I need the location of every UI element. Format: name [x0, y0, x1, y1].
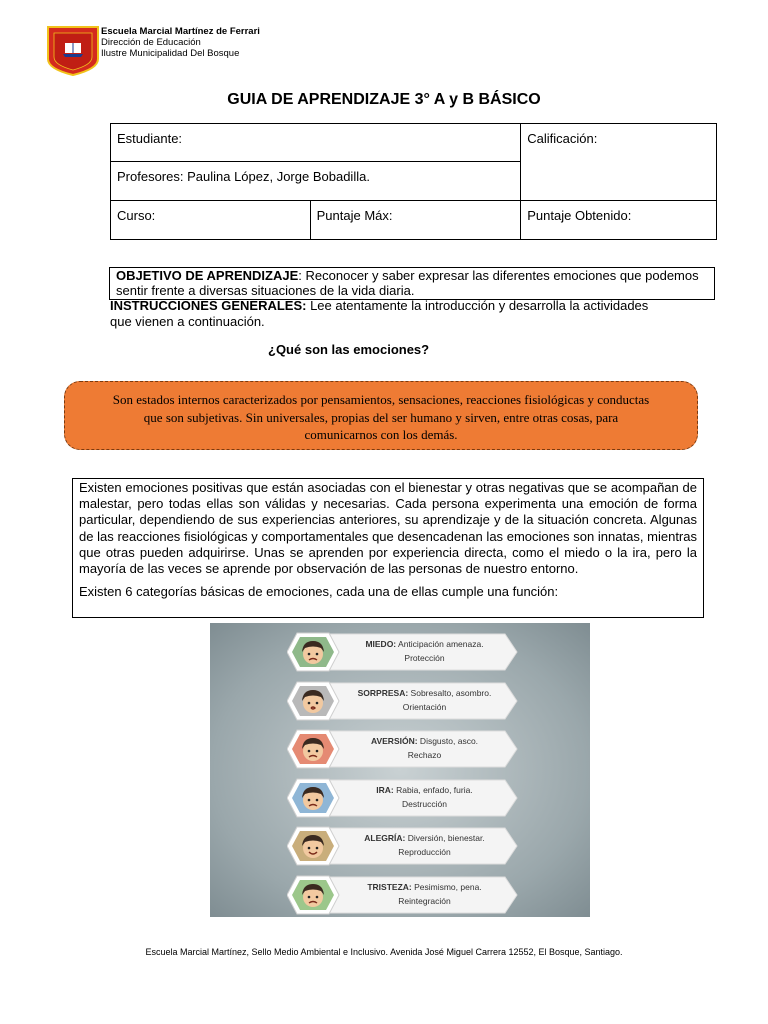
emotion-label [342, 686, 507, 714]
header-municipality: Ilustre Municipalidad Del Bosque [101, 48, 240, 59]
curso-cell[interactable]: Curso: [111, 201, 311, 240]
footer: Escuela Marcial Martínez, Sello Medio Ambiental e Inclusivo. Avenida José Miguel Carrera 12552, El Bosque, Santiago. [145, 947, 623, 957]
school-header [101, 26, 260, 59]
emotions-infographic [210, 623, 590, 917]
emotion-name: AVERSIÓN: [370, 736, 418, 746]
emotion-function: Protección [404, 653, 445, 663]
section-question: ¿Qué son las emociones? [268, 342, 430, 357]
emotion-name: TRISTEZA: [367, 881, 412, 892]
definition-line: comunicarnos con los demás. [304, 427, 458, 442]
instrucciones [110, 298, 670, 330]
intro-paragraph: Existen emociones positivas que están asociadas con el bienestar y otras negativas que se acompañan de malestar, pero todas ellas son válidas y necesarias. Cada persona experimenta una emoción de forma particular, dependiendo de sus experiencias anteriores, su aprendizaje y de la situación concreta. Algunas de las reacciones fisiológicas y comportamentales que desencadenan las emociones son innatas, mientras que otras pueden adquirirse. Unas se aprenden por experiencia directa, como el miedo o la ira, pero la mayoría de las veces se aprende por observación de las personas de nuestro entorno. [79, 480, 697, 577]
objetivo-box [109, 267, 715, 300]
emotion-description: Disgusto, asco. [417, 736, 479, 746]
school-name: Escuela Marcial Martínez de Ferrari [101, 26, 260, 37]
emotion-label [342, 831, 507, 859]
emotion-function: Rechazo [407, 750, 442, 760]
emotion-name: ALEGRÍA: [364, 833, 406, 843]
categories-paragraph: Existen 6 categorías básicas de emociones, cada una de ellas cumple una función: [79, 584, 559, 600]
emotion-name: MIEDO: [365, 639, 397, 649]
instrucciones-text: Lee atentamente la introducción y desarrolla la actividades que vienen a continuación. [110, 298, 649, 329]
calificacion-cell[interactable]: Calificación: [521, 124, 717, 201]
emotion-description: Diversión, bienestar. [405, 833, 485, 843]
emotion-function: Orientación [402, 701, 447, 712]
emotion-row [287, 874, 517, 916]
emotion-label [342, 783, 507, 811]
definition-box [64, 381, 698, 450]
emotion-row [287, 825, 517, 867]
header-direction: Dirección de Educación [101, 37, 201, 48]
profesores-cell: Profesores: Paulina López, Jorge Bobadilla. [111, 162, 521, 201]
page-title: GUIA DE APRENDIZAJE 3° A y B BÁSICO [227, 91, 541, 108]
emotion-function: Reproducción [398, 847, 451, 857]
emotion-function: Destrucción [402, 798, 447, 809]
puntaje-obtenido-cell[interactable]: Puntaje Obtenido: [521, 201, 717, 240]
puntaje-max-cell[interactable]: Puntaje Máx: [310, 201, 521, 240]
emotion-row [287, 631, 517, 673]
emotion-description: Rabia, enfado, furia. [393, 784, 473, 795]
emotion-row [287, 777, 517, 819]
definition-line: Son estados internos caracterizados por pensamientos, sensaciones, reacciones fisiológicas y conductas [112, 392, 650, 407]
emotion-label [342, 880, 507, 908]
objetivo-label: OBJETIVO DE APRENDIZAJE [116, 268, 299, 283]
emotion-row [287, 680, 517, 722]
emotion-name: IRA: [376, 784, 394, 795]
emotion-description: Pesimismo, pena. [411, 881, 482, 892]
intro-text-box [72, 478, 704, 618]
emotion-function: Reintegración [398, 895, 451, 906]
definition-line: que son subjetivas. Sin universales, propias del ser humano y sirven, entre otras cosas, para [143, 409, 619, 425]
emotion-label [342, 734, 507, 762]
objetivo-text: : Reconocer y saber expresar las diferentes emociones que podemos sentir frente a diversas situaciones de la vida diaria. [116, 268, 699, 298]
student-info-table [110, 123, 717, 240]
estudiante-cell[interactable]: Estudiante: [111, 124, 521, 162]
emotion-name: SORPRESA: [357, 687, 409, 698]
emotion-row [287, 728, 517, 770]
instrucciones-label: INSTRUCCIONES GENERALES: [110, 298, 307, 313]
emotion-label [342, 637, 507, 665]
school-crest-logo [46, 25, 100, 77]
emotion-description: Sobresalto, asombro. [408, 687, 492, 698]
emotion-description: Anticipación amenaza. [396, 639, 484, 649]
